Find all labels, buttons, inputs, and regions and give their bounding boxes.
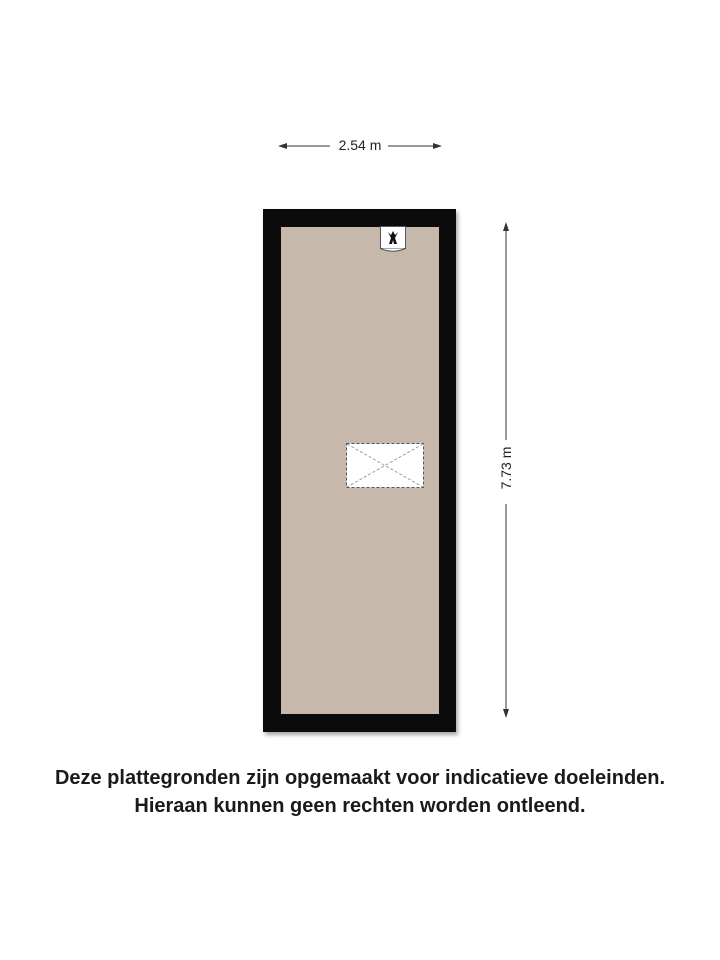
height-label: 7.73 m (498, 446, 514, 490)
disclaimer-line-1: Deze plattegronden zijn opgemaakt voor indicatieve doeleinden. (54, 767, 666, 789)
disclaimer-line-2: Hieraan kunnen geen rechten worden ontleend. (134, 795, 586, 817)
roof-hatch-icon (346, 443, 424, 488)
chimney-vent-icon (380, 226, 406, 254)
width-dimension (278, 136, 442, 156)
width-label: 2.54 m (338, 137, 382, 153)
height-dimension (496, 222, 516, 718)
